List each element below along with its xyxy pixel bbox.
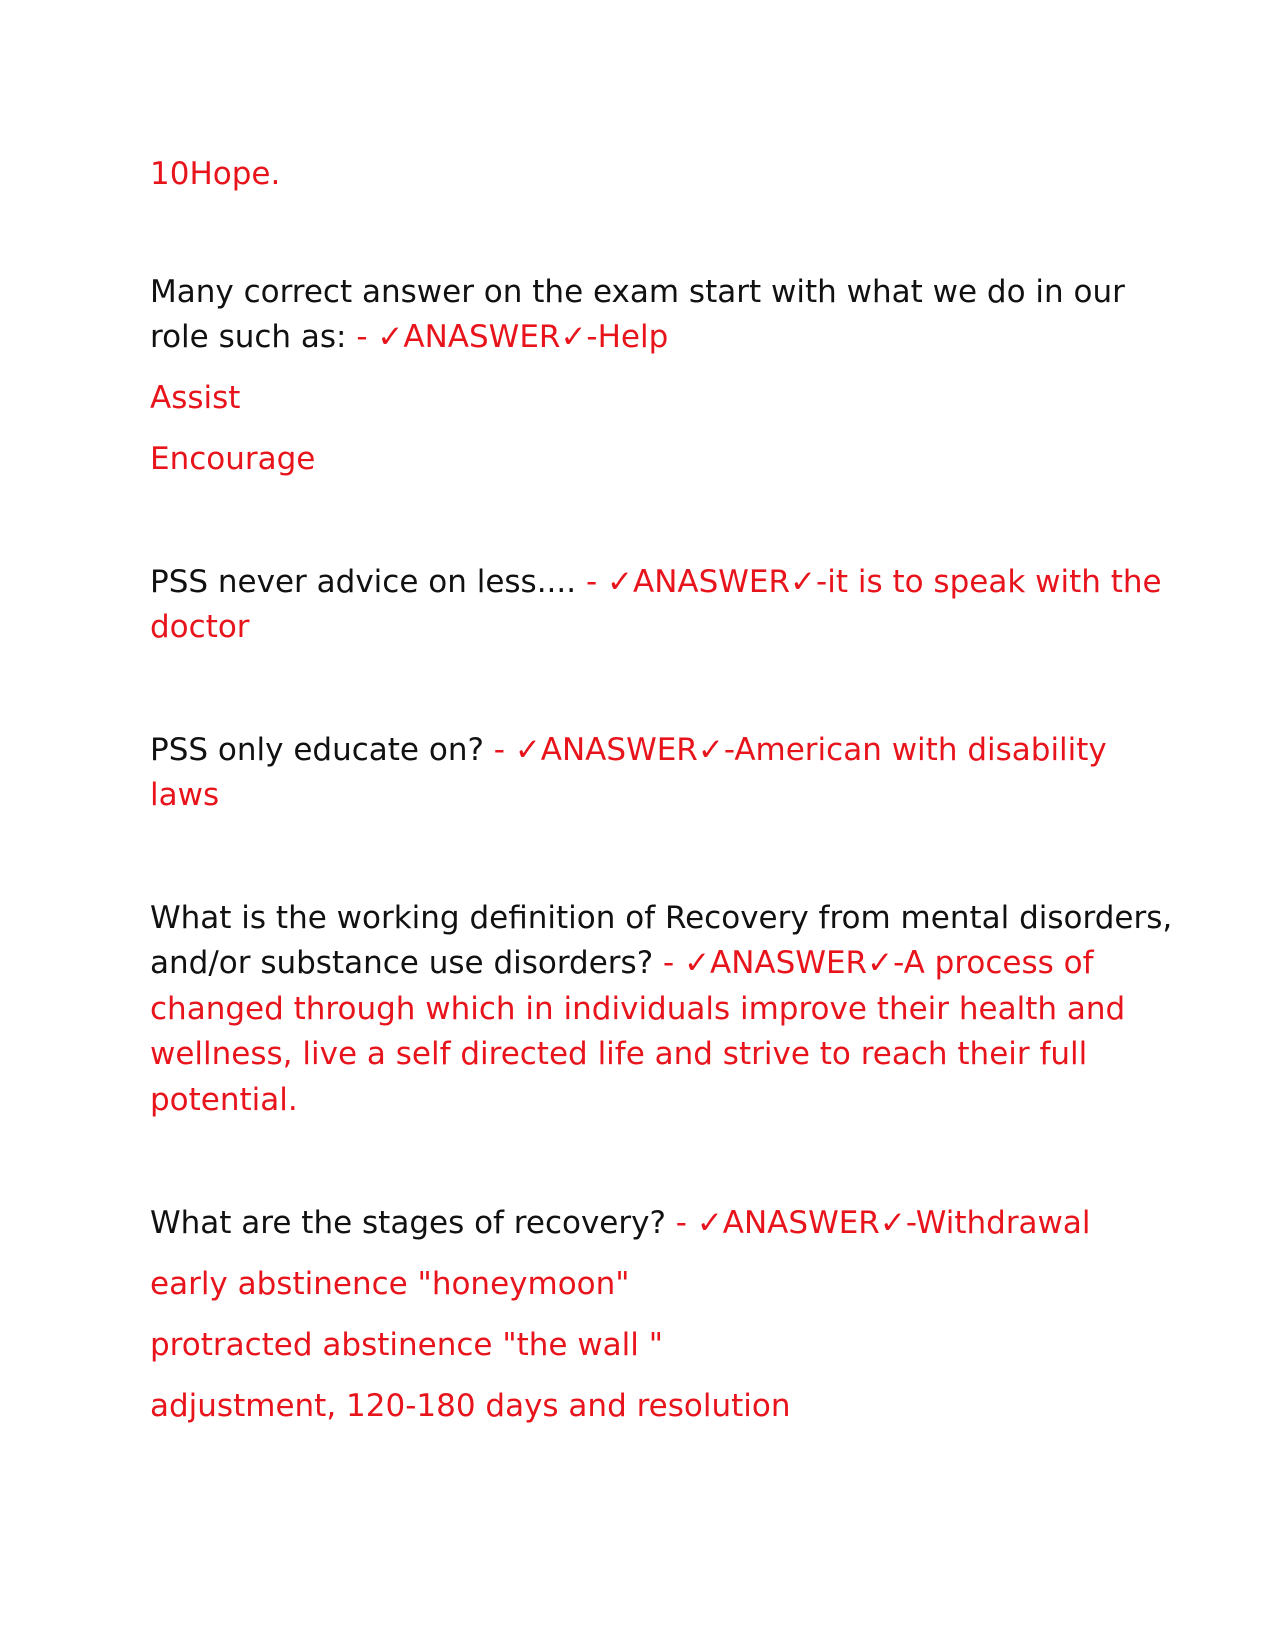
answer-text: Encourage [150, 441, 316, 477]
qa-line [150, 603, 250, 651]
question-text: What is the working definition of Recovery from mental disorders, [150, 900, 1173, 936]
qa-line [150, 1321, 663, 1369]
answer-text: early abstinence "honeymoon" [150, 1266, 630, 1302]
qa-line [150, 374, 240, 422]
answer-text: - ✓ANASWER✓-A process of [653, 945, 1094, 981]
qa-line [150, 985, 1125, 1033]
qa-line [150, 771, 219, 819]
qa-line [150, 1199, 1091, 1247]
answer-text: potential. [150, 1082, 298, 1118]
qa-line [150, 435, 315, 483]
answer-text: changed through which in individuals improve their health and [150, 991, 1126, 1027]
question-text: and/or substance use disorders? [150, 945, 654, 981]
answer-text: - ✓ANASWER✓-Withdrawal [665, 1205, 1091, 1241]
qa-line [150, 268, 1125, 316]
answer-text: protracted abstinence "the wall " [150, 1327, 664, 1363]
answer-text: wellness, live a self directed life and strive to reach their full [150, 1036, 1088, 1072]
question-text: role such as: [150, 319, 347, 355]
question-text: PSS never advice on less.... [150, 564, 577, 600]
answer-text: Assist [150, 380, 241, 416]
answer-text: adjustment, 120-180 days and resolution [150, 1388, 791, 1424]
answer-text: - ✓ANASWER✓-Help [346, 319, 669, 355]
qa-line [150, 558, 1162, 606]
answer-text: laws [150, 777, 220, 813]
answer-text: - ✓ANASWER✓-American with disability [483, 732, 1107, 768]
qa-line [150, 1260, 630, 1308]
answer-text: doctor [150, 609, 250, 645]
qa-line [150, 726, 1107, 774]
question-text: What are the stages of recovery? [150, 1205, 666, 1241]
answer-text: - ✓ANASWER✓-it is to speak with the [576, 564, 1162, 600]
qa-line [150, 1382, 791, 1430]
qa-line [150, 1030, 1087, 1078]
qa-line [150, 313, 668, 361]
question-text: PSS only educate on? [150, 732, 484, 768]
question-text: Many correct answer on the exam start with what we do in our [150, 274, 1125, 310]
qa-line [150, 894, 1172, 942]
intro-answer-line: 10Hope. [150, 156, 281, 192]
qa-line [150, 939, 1094, 987]
qa-line [150, 1076, 298, 1124]
